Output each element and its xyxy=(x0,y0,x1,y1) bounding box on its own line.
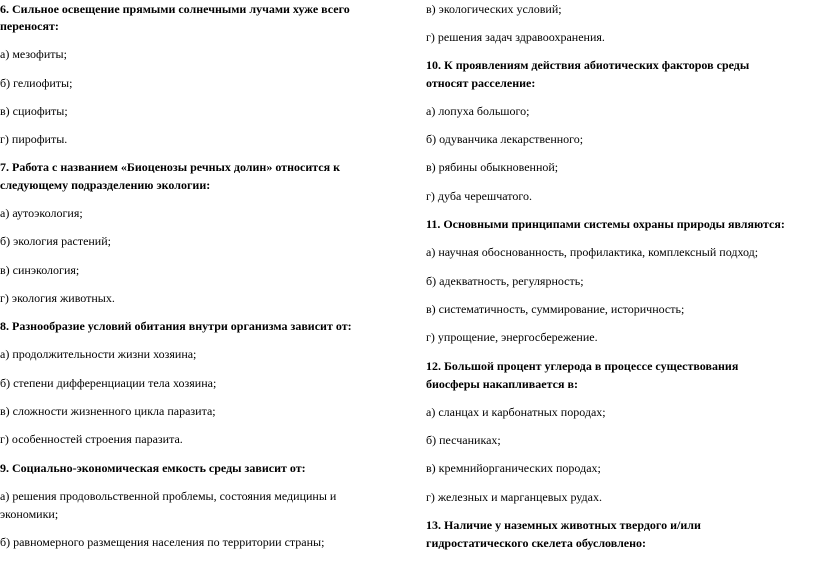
question-6-title-line-2: переносят: xyxy=(0,19,59,33)
question-11-option-b: б) адекватность, регулярность; xyxy=(426,274,584,288)
question-12-title-line-2: биосферы накапливается в: xyxy=(426,377,578,391)
question-9-option-a-line-2: экономики; xyxy=(0,507,59,521)
question-12-option-a: а) сланцах и карбонатных породах; xyxy=(426,405,606,419)
question-11-option-c: в) систематичность, суммирование, историчность; xyxy=(426,302,685,316)
question-6-option-a: а) мезофиты; xyxy=(0,47,67,61)
question-12-title-line-1: 12. Большой процент углерода в процессе существования xyxy=(426,359,739,373)
question-6-option-d: г) пирофиты. xyxy=(0,132,68,146)
question-9-title: 9. Социально-экономическая емкость среды зависит от: xyxy=(0,461,306,475)
question-7-option-c: в) синэкология; xyxy=(0,263,80,277)
question-9-option-a-line-1: а) решения продовольственной проблемы, состояния медицины и xyxy=(0,489,337,503)
question-8-option-a: а) продолжительности жизни хозяина; xyxy=(0,347,197,361)
question-11-option-a: а) научная обоснованность, профилактика, комплексный подход; xyxy=(426,245,759,259)
question-8-option-c: в) сложности жизненного цикла паразита; xyxy=(0,404,216,418)
question-10-option-d: г) дуба черешчатого. xyxy=(426,189,532,203)
question-6-title-line-1: 6. Сильное освещение прямыми солнечными лучами хуже всего xyxy=(0,2,350,16)
question-8-option-b: б) степени дифференциации тела хозяина; xyxy=(0,376,217,390)
question-13-title-line-1: 13. Наличие у наземных животных твердого и/или xyxy=(426,518,701,532)
question-11-option-d: г) упрощение, энергосбережение. xyxy=(426,330,598,344)
question-12-option-d: г) железных и марганцевых рудах. xyxy=(426,490,602,504)
question-7-option-b: б) экология растений; xyxy=(0,234,111,248)
question-12-option-c: в) кремнийорганических породах; xyxy=(426,461,601,475)
question-10-option-c: в) рябины обыкновенной; xyxy=(426,160,559,174)
question-12-option-b: б) песчаниках; xyxy=(426,433,501,447)
question-7-option-a: а) аутоэкология; xyxy=(0,206,83,220)
question-8-title: 8. Разнообразие условий обитания внутри организма зависит от: xyxy=(0,319,352,333)
question-10-option-a: а) лопуха большого; xyxy=(426,104,530,118)
question-6-option-b: б) гелиофиты; xyxy=(0,76,73,90)
question-13-title-line-2: гидростатического скелета обусловлено: xyxy=(426,536,647,550)
question-7-title-line-2: следующему подразделению экологии: xyxy=(0,178,211,192)
question-11-title: 11. Основными принципами системы охраны природы являются: xyxy=(426,217,785,231)
question-10-title-line-1: 10. К проявлениям действия абиотических факторов среды xyxy=(426,58,750,72)
question-7-title-line-1: 7. Работа с названием «Биоценозы речных долин» относится к xyxy=(0,160,341,174)
question-10-option-b: б) одуванчика лекарственного; xyxy=(426,132,584,146)
question-9-option-c: в) экологических условий; xyxy=(426,2,562,16)
question-6-option-c: в) сциофиты; xyxy=(0,104,68,118)
question-10-title-line-2: относят расселение: xyxy=(426,76,536,90)
question-9-option-b: б) равномерного размещения населения по территории страны; xyxy=(0,535,325,549)
question-9-option-d: г) решения задач здравоохранения. xyxy=(426,30,605,44)
question-8-option-d: г) особенностей строения паразита. xyxy=(0,432,183,446)
question-7-option-d: г) экология животных. xyxy=(0,291,115,305)
